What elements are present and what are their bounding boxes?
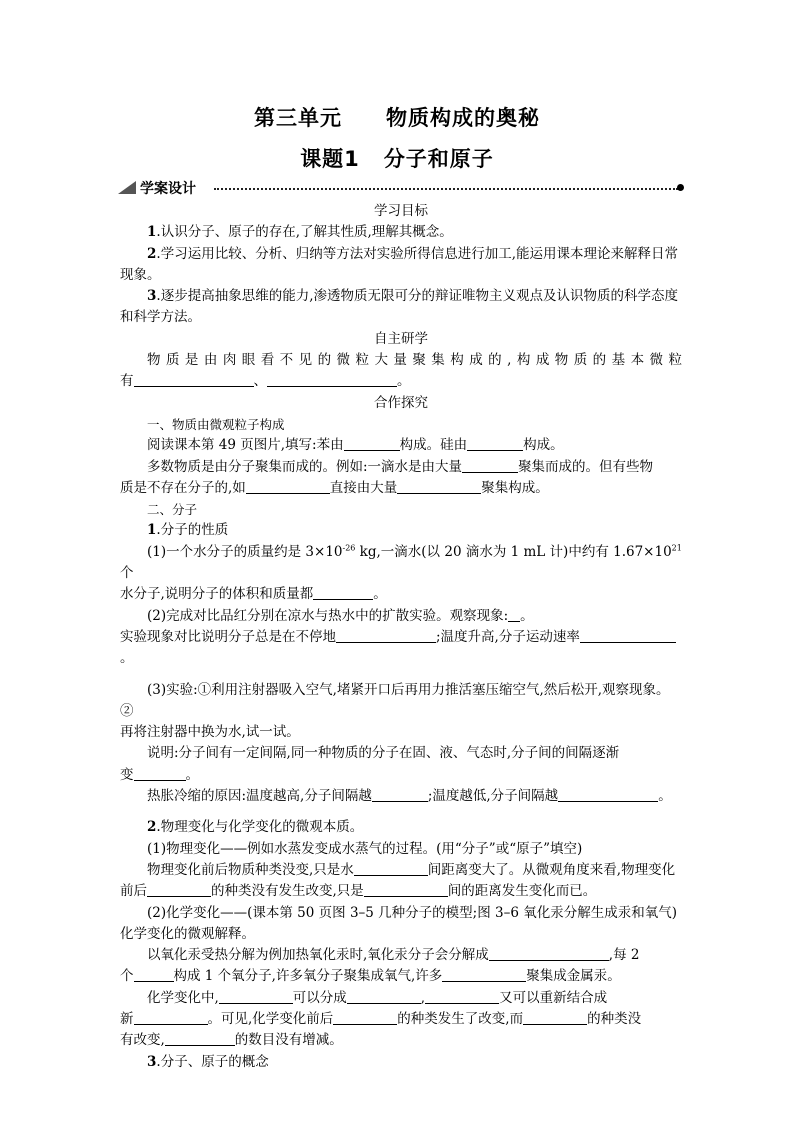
unit-name: 物质构成的奥秘: [386, 106, 540, 130]
dotted-divider: [214, 188, 678, 190]
self-study-heading: 自主研学: [374, 330, 428, 347]
answer-blank[interactable]: [558, 787, 658, 802]
lesson-number: 课题1: [300, 147, 360, 171]
answer-blank[interactable]: [219, 989, 293, 1004]
answer-blank[interactable]: [134, 967, 174, 982]
goal-item: 1.认识分子、原子的存在,了解其性质,理解其概念。: [147, 224, 453, 241]
dot-icon: [677, 184, 684, 191]
coop-heading: 合作探究: [374, 394, 428, 411]
goal-item: 3.逐步提高抽象思维的能力,渗透物质无限可分的辩证唯物主义观点及认识物质的科学态度和科学方法。: [120, 288, 678, 326]
answer-blank[interactable]: [397, 479, 481, 494]
answer-blank[interactable]: [134, 372, 254, 387]
answer-blank[interactable]: [489, 946, 609, 961]
worksheet-content: 学习目标 1.认识分子、原子的存在,了解其性质,理解其概念。 2.学习运用比较、分析、归纳等方法对实验所得信息进行加工,能运用课本理论来解释日常现象。 3.逐步提高抽象思维的能力,渗透物质无限可分的辩证唯物主义观点及认识物质的科学态度和科学方法。 自主研学 物质是由肉眼看不见的微粒大量聚集构成的,构成物质的基本微粒 有 、 。 合作探究 一、物质由微观粒子构成 阅读课本第 49 页图片,填写:苯由 构成。硅由 构成。 多数物质是由分子聚集而成的。例如:一滴水是由大量 聚集而成的。但有些物 质是不存在分子的,如 直接由大量 聚集构成。 二、分子 1.分子的性质 (1)一个水分子的质量约是 $3\times 10^{-26}$ kg,一滴水(以 20 滴水为 1 mL 计)中约有 $1.67\times 10^{21}$个 水分子,说明分子的体积和质量都 。 (2)完成对比品红分别在凉水与热水中的扩散实验。观察现象: 。 实验现象对比说明分子总是在不停地 ;温度升高,分子运动速率。 (3)实验:①利用注射器吸入空气,堵紧开口后再用力推活塞压缩空气,然后松开,观察现象。② 再将注射器中换为水,试一试。 说明:分子间有一定间隔,同一种物质的分子在固、液、气态时,分子间的间隔逐渐 变 。 热胀冷缩的原因:温度越高,分子间隔越 ;温度越低,分子间隔越 。 2.物理变化与化学变化的微观本质。 (1)物理变化——例如水蒸发变成水蒸气的过程。(用“分子”或“原子”填空) 物理变化前后物质种类没变,只是水 间距离变大了。从微观角度来看,物理变化 前后 的种类没有发生改变,只是 间的距离发生变化而已。 (2)化学变化——(课本第 50 页图 3–5 几种分子的模型;图 3–6 氧化汞分解生成汞和氧气) 化学变化的微观解释。 以氧化汞受热分解为例加热氧化汞时,氧化汞分子会分解成 ,每 2 个 构成 1 个氧分子,许多氧分子聚集成氧气,许多 聚集成金属汞。 化学变化中, 可以分成 , 又可以重新结合成 新 。可见,化学变化前后 的种类发生了改变,而 的种类没 有改变, 的数目没有增减。 3.分子、原子的概念: [120, 203, 682, 1070]
answer-blank[interactable]: [523, 1010, 587, 1025]
section-title: 一、物质由微观粒子构成: [147, 416, 285, 432]
answer-blank[interactable]: [508, 607, 520, 622]
goals-heading: 学习目标: [374, 203, 428, 219]
answer-blank[interactable]: [372, 787, 428, 802]
triangle-icon: [118, 181, 136, 194]
answer-blank[interactable]: [364, 882, 448, 897]
answer-blank[interactable]: [147, 882, 211, 897]
answer-blank[interactable]: [336, 628, 436, 643]
answer-blank[interactable]: [425, 989, 499, 1004]
section-header-bar: [118, 178, 686, 198]
answer-blank[interactable]: [354, 861, 428, 876]
answer-blank[interactable]: [467, 436, 523, 451]
answer-blank[interactable]: [442, 967, 526, 982]
unit-title: [0, 102, 794, 132]
unit-number: 第三单元: [254, 106, 342, 130]
answer-blank[interactable]: [134, 1010, 208, 1025]
answer-blank[interactable]: [134, 766, 186, 781]
lesson-title: [0, 143, 794, 173]
answer-blank[interactable]: [313, 585, 373, 600]
answer-blank[interactable]: [333, 1010, 397, 1025]
answer-blank[interactable]: [347, 989, 421, 1004]
answer-blank[interactable]: [246, 479, 330, 494]
answer-blank[interactable]: [462, 458, 518, 473]
answer-blank[interactable]: [344, 436, 400, 451]
section-label: 学案设计: [140, 181, 196, 197]
answer-blank[interactable]: [580, 628, 676, 643]
answer-blank[interactable]: [165, 1031, 235, 1046]
lesson-name: 分子和原子: [383, 147, 494, 171]
goal-item: 2.学习运用比较、分析、归纳等方法对实验所得信息进行加工,能运用课本理论来解释日常现象。: [120, 245, 678, 283]
self-study-text: 物质是由肉眼看不见的微粒大量聚集构成的,构成物质的基本微粒: [147, 352, 682, 369]
self-study-text-2: 有 、 。: [120, 373, 411, 390]
answer-blank[interactable]: [267, 372, 397, 387]
section-title: 二、分子: [147, 502, 198, 518]
